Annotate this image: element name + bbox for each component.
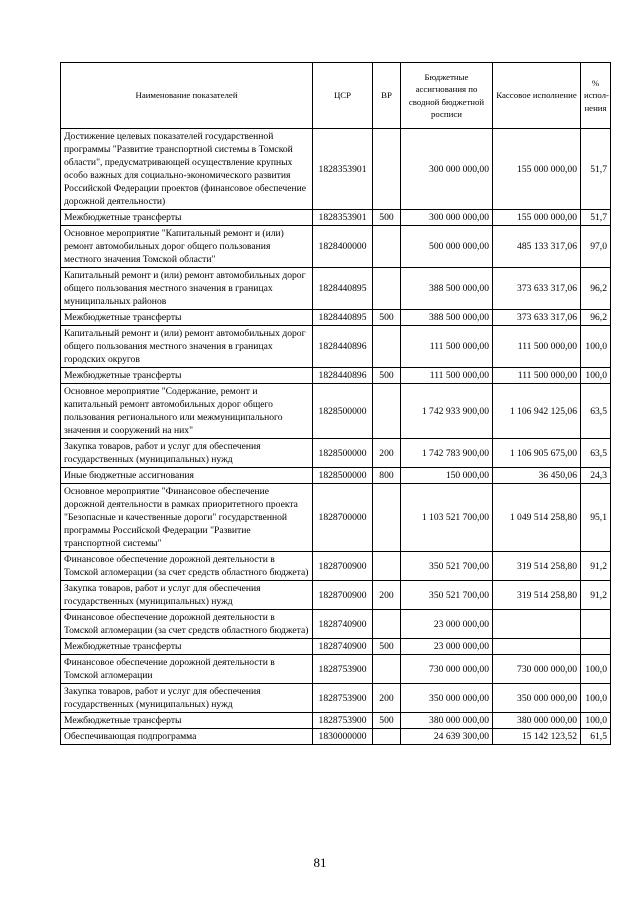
cell-vr (373, 610, 401, 639)
cell-csr: 1828500000 (313, 384, 373, 439)
cell-cash: 111 500 000,00 (493, 368, 581, 384)
cell-vr: 500 (373, 368, 401, 384)
cell-pct: 91,2 (581, 581, 611, 610)
cell-vr: 500 (373, 713, 401, 729)
cell-name: Закупка товаров, работ и услуг для обеспечения государственных (муниципальных) нужд (61, 581, 313, 610)
cell-name: Основное мероприятие "Содержание, ремонт и капитальный ремонт автомобильных дорог общего пользования регионального или межмуниципального значения и сооружений на них" (61, 384, 313, 439)
cell-name: Финансовое обеспечение дорожной деятельности в Томской агломерации (61, 655, 313, 684)
table-row (61, 226, 611, 268)
cell-cash: 36 450,06 (493, 468, 581, 484)
header-name: Наименование показателей (61, 63, 313, 129)
cell-cash: 15 142 123,52 (493, 729, 581, 745)
cell-vr: 500 (373, 210, 401, 226)
cell-name: Обеспечивающая подпрограмма (61, 729, 313, 745)
table-row (61, 552, 611, 581)
table-row (61, 581, 611, 610)
cell-name: Межбюджетные трансферты (61, 368, 313, 384)
cell-budget: 24 639 300,00 (401, 729, 493, 745)
table-row (61, 368, 611, 384)
cell-budget: 111 500 000,00 (401, 326, 493, 368)
cell-pct: 97,0 (581, 226, 611, 268)
cell-name: Финансовое обеспечение дорожной деятельности в Томской агломерации (за счет средств областного бюджета) (61, 610, 313, 639)
cell-vr (373, 226, 401, 268)
cell-budget: 388 500 000,00 (401, 310, 493, 326)
table-row (61, 729, 611, 745)
cell-cash: 380 000 000,00 (493, 713, 581, 729)
cell-budget: 1 742 783 900,00 (401, 439, 493, 468)
table-header-row (61, 63, 611, 129)
cell-budget: 730 000 000,00 (401, 655, 493, 684)
cell-csr: 1828700900 (313, 581, 373, 610)
cell-vr (373, 552, 401, 581)
cell-cash: 373 633 317,06 (493, 268, 581, 310)
cell-csr: 1828353901 (313, 129, 373, 210)
header-cash: Кассовое исполнение (493, 63, 581, 129)
table-row (61, 210, 611, 226)
cell-pct: 95,1 (581, 484, 611, 552)
cell-name: Межбюджетные трансферты (61, 639, 313, 655)
table-row (61, 268, 611, 310)
cell-vr (373, 484, 401, 552)
cell-cash: 155 000 000,00 (493, 210, 581, 226)
cell-budget: 388 500 000,00 (401, 268, 493, 310)
cell-budget: 350 000 000,00 (401, 684, 493, 713)
cell-csr: 1828740900 (313, 610, 373, 639)
cell-vr: 500 (373, 310, 401, 326)
cell-pct: 63,5 (581, 439, 611, 468)
cell-cash: 319 514 258,80 (493, 581, 581, 610)
cell-budget: 380 000 000,00 (401, 713, 493, 729)
cell-pct (581, 610, 611, 639)
table-row (61, 655, 611, 684)
cell-budget: 23 000 000,00 (401, 610, 493, 639)
header-vr: ВР (373, 63, 401, 129)
table-row (61, 484, 611, 552)
cell-csr: 1830000000 (313, 729, 373, 745)
cell-cash: 319 514 258,80 (493, 552, 581, 581)
table-row (61, 384, 611, 439)
cell-pct: 61,5 (581, 729, 611, 745)
header-pct: % испол-нения (581, 63, 611, 129)
cell-budget: 111 500 000,00 (401, 368, 493, 384)
cell-name: Межбюджетные трансферты (61, 210, 313, 226)
cell-budget: 23 000 000,00 (401, 639, 493, 655)
cell-csr: 1828700900 (313, 552, 373, 581)
cell-csr: 1828353901 (313, 210, 373, 226)
cell-pct: 96,2 (581, 310, 611, 326)
header-csr: ЦСР (313, 63, 373, 129)
cell-csr: 1828440896 (313, 368, 373, 384)
cell-csr: 1828753900 (313, 684, 373, 713)
cell-budget: 150 000,00 (401, 468, 493, 484)
cell-cash: 1 106 942 125,06 (493, 384, 581, 439)
cell-name: Капитальный ремонт и (или) ремонт автомобильных дорог общего пользования местного значения в границах муниципальных районов (61, 268, 313, 310)
cell-cash: 1 049 514 258,80 (493, 484, 581, 552)
cell-name: Основное мероприятие "Финансовое обеспечение дорожной деятельности в рамках приоритетного проекта "Безопасные и качественные дороги" государственной программы Российской Федерации "Развитие транспортной системы" (61, 484, 313, 552)
table-row (61, 129, 611, 210)
cell-name: Межбюджетные трансферты (61, 310, 313, 326)
table-row (61, 639, 611, 655)
cell-name: Финансовое обеспечение дорожной деятельности в Томской агломерации (за счет средств областного бюджета) (61, 552, 313, 581)
page-number: 81 (313, 855, 327, 870)
cell-vr: 200 (373, 439, 401, 468)
cell-cash: 1 106 905 675,00 (493, 439, 581, 468)
cell-vr (373, 326, 401, 368)
cell-vr (373, 384, 401, 439)
table-row (61, 684, 611, 713)
cell-budget: 300 000 000,00 (401, 129, 493, 210)
cell-budget: 350 521 700,00 (401, 581, 493, 610)
cell-cash: 485 133 317,06 (493, 226, 581, 268)
cell-cash (493, 639, 581, 655)
cell-csr: 1828500000 (313, 439, 373, 468)
cell-vr: 200 (373, 581, 401, 610)
cell-budget: 1 103 521 700,00 (401, 484, 493, 552)
cell-pct: 91,2 (581, 552, 611, 581)
table-row (61, 610, 611, 639)
cell-vr (373, 729, 401, 745)
cell-budget: 350 521 700,00 (401, 552, 493, 581)
header-budget: Бюджетные ассигнования по сводной бюджетной росписи (401, 63, 493, 129)
cell-pct: 96,2 (581, 268, 611, 310)
table-body (61, 129, 611, 745)
cell-vr (373, 268, 401, 310)
cell-vr (373, 655, 401, 684)
cell-cash: 155 000 000,00 (493, 129, 581, 210)
cell-cash: 111 500 000,00 (493, 326, 581, 368)
cell-pct (581, 639, 611, 655)
table-row (61, 439, 611, 468)
cell-name: Закупка товаров, работ и услуг для обеспечения государственных (муниципальных) нужд (61, 439, 313, 468)
table-row (61, 713, 611, 729)
cell-cash: 350 000 000,00 (493, 684, 581, 713)
cell-budget: 500 000 000,00 (401, 226, 493, 268)
cell-csr: 1828753900 (313, 713, 373, 729)
cell-csr: 1828440895 (313, 310, 373, 326)
cell-pct: 100,0 (581, 684, 611, 713)
cell-pct: 51,7 (581, 129, 611, 210)
cell-pct: 63,5 (581, 384, 611, 439)
cell-vr: 200 (373, 684, 401, 713)
cell-cash: 730 000 000,00 (493, 655, 581, 684)
cell-csr: 1828740900 (313, 639, 373, 655)
cell-name: Капитальный ремонт и (или) ремонт автомобильных дорог общего пользования местного значения в границах городских округов (61, 326, 313, 368)
cell-name: Основное мероприятие "Капитальный ремонт и (или) ремонт автомобильных дорог общего пользования местного значения Томской области" (61, 226, 313, 268)
cell-csr: 1828753900 (313, 655, 373, 684)
cell-pct: 24,3 (581, 468, 611, 484)
cell-csr: 1828440895 (313, 268, 373, 310)
cell-csr: 1828700000 (313, 484, 373, 552)
cell-csr: 1828500000 (313, 468, 373, 484)
cell-name: Закупка товаров, работ и услуг для обеспечения государственных (муниципальных) нужд (61, 684, 313, 713)
cell-vr: 500 (373, 639, 401, 655)
cell-pct: 100,0 (581, 713, 611, 729)
cell-cash (493, 610, 581, 639)
cell-budget: 1 742 933 900,00 (401, 384, 493, 439)
cell-vr (373, 129, 401, 210)
cell-name: Межбюджетные трансферты (61, 713, 313, 729)
cell-name: Достижение целевых показателей государственной программы "Развитие транспортной системы в Томской области", предусматривающей осуществление крупных особо важных для социально-экономического развития Российской Федерации проектов (финансовое обеспечение дорожной деятельности) (61, 129, 313, 210)
cell-pct: 100,0 (581, 368, 611, 384)
cell-pct: 100,0 (581, 326, 611, 368)
cell-name: Иные бюджетные ассигнования (61, 468, 313, 484)
cell-vr: 800 (373, 468, 401, 484)
cell-pct: 51,7 (581, 210, 611, 226)
budget-execution-table (60, 62, 611, 745)
cell-pct: 100,0 (581, 655, 611, 684)
table-row (61, 468, 611, 484)
cell-budget: 300 000 000,00 (401, 210, 493, 226)
cell-cash: 373 633 317,06 (493, 310, 581, 326)
cell-csr: 1828400000 (313, 226, 373, 268)
cell-csr: 1828440896 (313, 326, 373, 368)
table-row (61, 326, 611, 368)
table-row (61, 310, 611, 326)
